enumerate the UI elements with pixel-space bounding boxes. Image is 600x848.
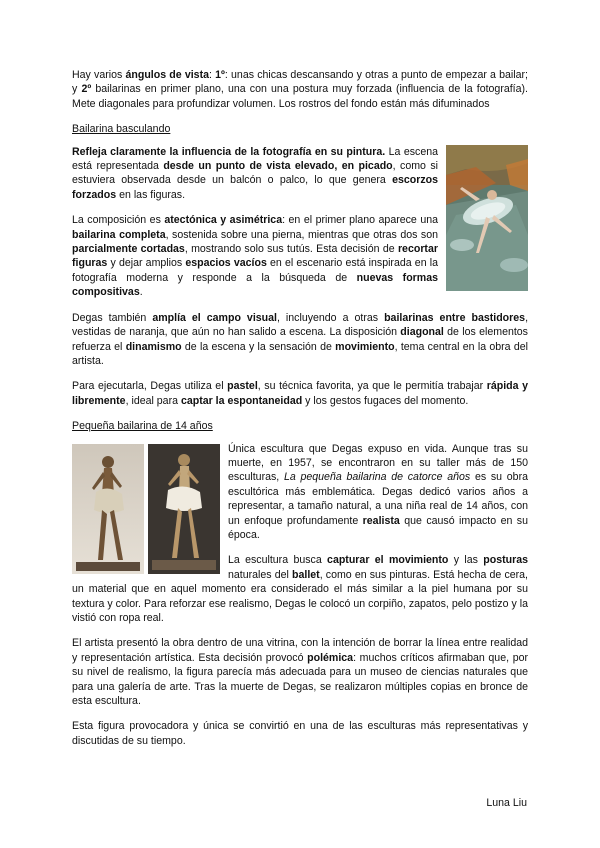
text: es su obra escultórica más emblemática. Degas dedicó varios años a representar, a tamaño natural, a una niña real de 14 años, con un enfoque profundamente xyxy=(228,471,528,527)
intro-paragraph xyxy=(72,68,528,111)
text: , ideal para xyxy=(125,394,181,407)
painting-bailarina-basculando xyxy=(446,145,528,291)
text: , sostenida sobre una pierna, mientras que otras dos son xyxy=(165,228,438,241)
bold-text: rápida y libremente xyxy=(72,380,528,407)
bold-text: posturas xyxy=(483,554,529,567)
text: Hay varios xyxy=(72,69,126,81)
text: bailarinas en primer plano, una con una postura muy forzada (influencia de la fotografía). Mete diagonales para profundizar volumen. Los rostros del fondo están más difuminados xyxy=(72,83,528,110)
bold-text: 2º xyxy=(81,83,92,96)
text: . xyxy=(139,286,143,299)
text: Para ejecutarla, Degas utiliza el xyxy=(72,380,228,393)
section-heading-bailarina-basculando: Bailarina basculando xyxy=(72,123,171,136)
text: La composición es xyxy=(72,214,165,227)
bold-text: movimiento xyxy=(335,340,395,353)
bold-text: capturar el movimiento xyxy=(327,554,449,567)
bold-text: atectónica y asimétrica xyxy=(164,214,283,227)
bold-text: captar la espontaneidad xyxy=(180,394,303,407)
text: de la escena y la sensación de xyxy=(181,340,336,353)
bold-text: nuevas formas compositivas xyxy=(72,271,438,299)
text: , como si estuviera observada desde un balcón o palco, lo que genera xyxy=(72,160,439,187)
text: , tema central en la obra del artista. xyxy=(72,340,528,367)
text: : xyxy=(209,69,216,81)
bold-text: escorzos forzados xyxy=(72,174,438,201)
bold-text: ángulos de vista xyxy=(125,69,209,81)
paragraph xyxy=(72,636,528,708)
bold-text: ballet xyxy=(292,568,320,581)
italic-title: La pequeña bailarina de catorce años xyxy=(283,471,471,484)
text: y las xyxy=(448,554,484,567)
text: El artista presentó la obra dentro de una vitrina, con la intención de borrar la línea entre realidad y representación artística. Esta decisión provocó xyxy=(72,637,528,664)
bold-text: diagonal xyxy=(400,326,444,339)
text: : en el primer plano aparece una xyxy=(282,214,438,227)
text: La escena está representada xyxy=(72,145,438,173)
text: , su técnica favorita, ya que le permitía trabajar xyxy=(257,380,487,393)
bold-text: Refleja claramente la influencia de la fotografía en su pintura. xyxy=(72,145,386,158)
text: en el escenario está inspirada en la fotografía moderna y responde a la búsqueda de xyxy=(72,257,438,284)
text: , mostrando solo sus tutús. Esta decisión de xyxy=(184,243,398,256)
paragraph: Esta figura provocadora y única se convirtió en una de las esculturas más representativas y discutidas de su tiempo. xyxy=(72,720,528,747)
paragraph xyxy=(72,311,528,369)
text: Degas también xyxy=(72,311,153,324)
section-heading-pequena-bailarina: Pequeña bailarina de 14 años xyxy=(72,420,213,433)
text: : muchos críticos afirmaban que, por su nivel de realismo, la figura parecía más adecuada para un museo de ciencias naturales que para una galería de arte. Tras la muerte de Degas, se realizaron múltiples copias en bronce de esta escultura. xyxy=(72,651,529,708)
paragraph xyxy=(72,379,528,408)
text: , vestidas de naranja, que aún no han salido a escena. La disposición xyxy=(72,311,529,339)
sculpture-photos xyxy=(72,444,220,574)
bold-text: bailarina completa xyxy=(72,228,166,241)
bold-text: pastel xyxy=(227,380,258,393)
bold-text: dinamismo xyxy=(125,340,182,353)
footer-author: Luna Liu xyxy=(486,797,527,809)
bold-text: 1º xyxy=(215,69,225,81)
text: , como en sus pinturas. Está hecha de cera, un material que en aquel momento era considerado el más similar a la piel humana por su textura y color. Para reforzar ese realismo, Degas le colocó un corpiño, zapatos, pelo postizo y la vistió con ropa real. xyxy=(72,568,528,624)
text: : unas chicas descansando y otras a punto de empezar a bailar; y xyxy=(72,69,528,96)
bold-text: espacios vacíos xyxy=(185,257,267,270)
text: Única escultura que Degas expuso en vida. Aunque tras su muerte, en 1957, se encontraron en su taller más de 150 esculturas, xyxy=(228,442,528,484)
bold-text: recortar figuras xyxy=(72,243,438,270)
text: y los gestos fugaces del momento. xyxy=(302,394,469,407)
text: en las figuras. xyxy=(116,188,186,201)
bold-text: amplía el campo visual xyxy=(152,311,277,324)
document-page xyxy=(72,68,528,759)
bold-text: parcialmente cortadas xyxy=(72,243,185,256)
bold-text: polémica xyxy=(307,651,354,664)
text: que causó impacto en su época. xyxy=(228,514,528,541)
text: , incluyendo a otras xyxy=(276,311,385,324)
text: de los elementos refuerza el xyxy=(72,326,528,353)
bold-text: realista xyxy=(362,514,400,527)
text: y dejar amplios xyxy=(107,257,186,270)
bold-text: bailarinas entre bastidores xyxy=(384,311,526,324)
text: La escultura busca xyxy=(228,554,328,567)
bold-text: desde un punto de vista elevado, en picado xyxy=(163,160,393,173)
text: naturales del xyxy=(228,568,293,581)
